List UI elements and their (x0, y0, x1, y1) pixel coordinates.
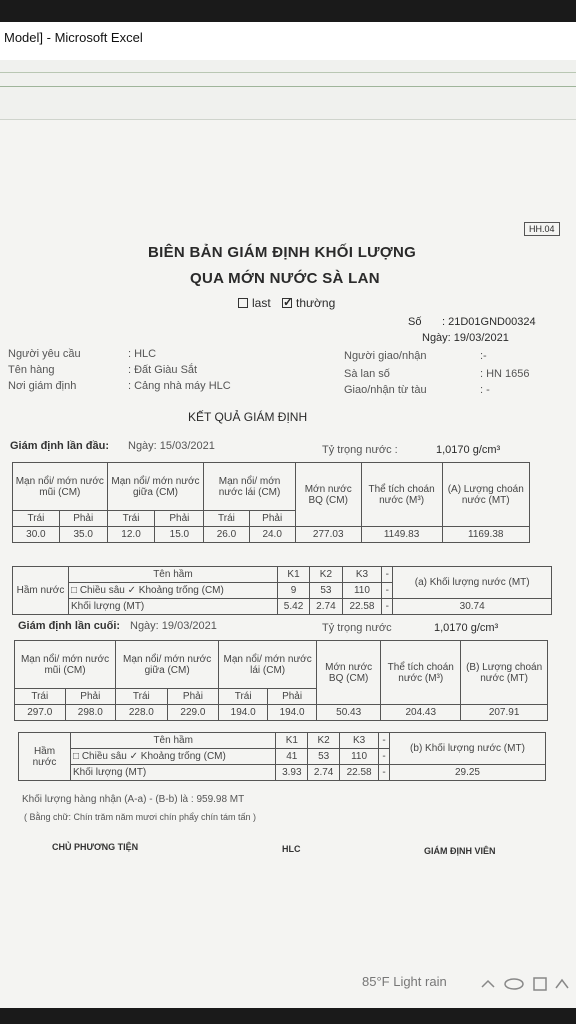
tank-cell[interactable]: - (382, 583, 393, 599)
value-cell[interactable]: 12.0 (107, 527, 155, 543)
value-ten-hang: : Đất Giàu Sắt (128, 364, 198, 376)
tank-row-label: □ Chiều sâu ✓ Khoảng trống (CM) (69, 583, 278, 599)
sub-header: Trái (116, 689, 168, 705)
chevron-up-icon (482, 981, 494, 987)
sub-header: Phải (167, 689, 219, 705)
tank-label: Hầm nước (19, 733, 71, 781)
so-value: : 21D01GND00324 (442, 316, 536, 328)
tank-cell[interactable]: 53 (310, 583, 342, 599)
header-cell: Mạn nổi/ mớn nước mũi (CM) (13, 463, 108, 511)
label-nguoi-giao-nhan: Người giao/nhận (344, 350, 427, 362)
taskbar (0, 962, 576, 1008)
header-cell: Mạn nổi/ mớn nước giữa (CM) (116, 641, 219, 689)
sub-header: Phải (268, 689, 317, 705)
last-density-value: 1,0170 g/cm³ (434, 622, 499, 634)
tank-cell[interactable]: 3.93 (276, 765, 308, 781)
value-noi-giam-dinh: : Cảng nhà máy HLC (128, 380, 231, 392)
value-cell[interactable]: 35.0 (59, 527, 107, 543)
tank-row-label: □ Chiều sâu ✓ Khoảng trống (CM) (71, 749, 276, 765)
last-date: Ngày: 19/03/2021 (130, 620, 217, 632)
checkbox-icon (238, 298, 248, 308)
tank-col-header: Tên hầm (71, 733, 276, 749)
signature-hlc: HLC (282, 844, 301, 854)
tank-cell[interactable]: 41 (276, 749, 308, 765)
header-cell: (B) Lượng choán nước (MT) (461, 641, 548, 705)
sub-header: Trái (107, 511, 155, 527)
value-cell[interactable]: 194.0 (268, 705, 317, 721)
form-code: HH.04 (524, 222, 560, 236)
tank-col-header: (a) Khối lượng nước (MT) (393, 567, 552, 599)
label-giao-nhan-tu-tau: Giao/nhận từ tàu (344, 384, 427, 396)
ribbon-area (0, 60, 576, 120)
tank-cell[interactable]: 2.74 (308, 765, 340, 781)
tray-icons[interactable] (480, 976, 570, 992)
value-nguoi-yeu-cau: : HLC (128, 348, 157, 360)
divider (0, 72, 576, 73)
tank-col-header: K2 (308, 733, 340, 749)
first-density-value: 1,0170 g/cm³ (436, 444, 501, 456)
display-icon (534, 978, 546, 990)
label-noi-giam-dinh: Nơi giám định (8, 380, 77, 392)
sub-header: Trái (15, 689, 66, 705)
tank-col-header: (b) Khối lượng nước (MT) (389, 733, 545, 765)
date: Ngày: 19/03/2021 (422, 332, 509, 344)
tank-col-header: K3 (342, 567, 382, 583)
first-draft-table (12, 462, 530, 543)
tank-col-header: K2 (310, 567, 342, 583)
cloud-icon (505, 979, 523, 989)
value-cell[interactable]: 228.0 (116, 705, 168, 721)
weather-status[interactable]: 85°F Light rain (362, 974, 447, 989)
value-cell[interactable]: 1169.38 (442, 527, 530, 543)
first-date: Ngày: 15/03/2021 (128, 440, 215, 452)
header-cell: Mạn nổi/ mớn nước giữa (CM) (107, 463, 204, 511)
sub-header: Phải (155, 511, 204, 527)
value-cell[interactable]: 15.0 (155, 527, 204, 543)
first-density-label: Tỷ trọng nước : (322, 444, 398, 456)
tank-cell[interactable]: - (379, 765, 390, 781)
divider (0, 86, 576, 87)
sub-header: Trái (204, 511, 249, 527)
option-last[interactable]: last (238, 296, 271, 310)
header-cell: Mạn nổi/ mớn nước lái (CM) (204, 463, 295, 511)
sub-header: Phải (249, 511, 295, 527)
last-draft-table (14, 640, 548, 721)
tank-cell[interactable]: 9 (277, 583, 309, 599)
value-giao-nhan-tu-tau: : - (480, 384, 490, 396)
summary-line: Khối lượng hàng nhận (A-a) - (B-b) là : 959.98 MT (22, 794, 245, 805)
header-cell: Mạn nổi/ mớn nước lái (CM) (219, 641, 317, 689)
value-cell[interactable]: 26.0 (204, 527, 249, 543)
value-nguoi-giao-nhan: :- (480, 350, 487, 362)
value-cell[interactable]: 1149.83 (361, 527, 442, 543)
tank-cell[interactable]: 53 (308, 749, 340, 765)
tank-col-header: K1 (276, 733, 308, 749)
value-cell[interactable]: 30.0 (13, 527, 60, 543)
value-cell[interactable]: 50.43 (317, 705, 381, 721)
signature-inspector: GIÁM ĐỊNH VIÊN (424, 846, 496, 856)
header-cell: Mạn nổi/ mớn nước mũi (CM) (15, 641, 116, 689)
last-density-label: Tỷ trọng nước (322, 622, 392, 634)
value-cell[interactable]: 277.03 (295, 527, 361, 543)
tank-cell[interactable]: 110 (342, 583, 382, 599)
tank-cell[interactable]: 5.42 (277, 599, 309, 615)
value-cell[interactable]: 204.43 (381, 705, 461, 721)
first-heading: Giám định lần đầu: (10, 440, 110, 452)
value-sa-lan-so: : HN 1656 (480, 368, 530, 380)
first-tank-table (12, 566, 552, 615)
option-thuong[interactable]: ✓ thường (282, 296, 335, 310)
tank-cell[interactable]: - (379, 749, 390, 765)
window-title: Model] - Microsoft Excel (4, 30, 143, 45)
screen (0, 22, 576, 1008)
checked-checkbox-icon (282, 298, 292, 308)
result-title: KẾT QUẢ GIÁM ĐỊNH (188, 410, 308, 424)
header-cell: Thể tích choán nước (M³) (361, 463, 442, 527)
header-cell: Mớn nước BQ (CM) (295, 463, 361, 527)
tank-cell[interactable]: 30.74 (393, 599, 552, 615)
signature-owner: CHỦ PHƯƠNG TIỆN (52, 842, 139, 852)
so-label: Số (408, 316, 422, 328)
tank-cell[interactable]: 22.58 (340, 765, 379, 781)
tank-col-header: K3 (340, 733, 379, 749)
form-title: BIÊN BẢN GIÁM ĐỊNH KHỐI LƯỢNG (148, 244, 417, 261)
value-cell[interactable]: 24.0 (249, 527, 295, 543)
tank-label: Hầm nước (13, 567, 69, 615)
worksheet[interactable] (0, 182, 576, 972)
sub-header: Phải (65, 689, 116, 705)
value-cell[interactable]: 229.0 (167, 705, 219, 721)
tank-cell[interactable]: - (382, 599, 393, 615)
sub-header: Phải (59, 511, 107, 527)
label-nguoi-yeu-cau: Người yêu cầu (8, 348, 81, 360)
value-cell[interactable]: 207.91 (461, 705, 548, 721)
summary-words: ( Bằng chữ: Chín trăm năm mươi chín phẩy chín tám tấn ) (24, 812, 257, 822)
last-tank-table (18, 732, 546, 781)
tank-row-label: Khối lượng (MT) (71, 765, 276, 781)
tank-cell[interactable]: 2.74 (310, 599, 342, 615)
header-cell: (A) Lượng choán nước (MT) (442, 463, 530, 527)
label-ten-hang: Tên hàng (8, 364, 55, 376)
tank-cell[interactable]: 29.25 (389, 765, 545, 781)
value-cell[interactable]: 297.0 (15, 705, 66, 721)
tank-col-header: Tên hầm (69, 567, 278, 583)
tank-col-header: K1 (277, 567, 309, 583)
tank-cell[interactable]: 22.58 (342, 599, 382, 615)
header-cell: Mớn nước BQ (CM) (317, 641, 381, 705)
value-cell[interactable]: 298.0 (65, 705, 116, 721)
tank-row-label: Khối lượng (MT) (69, 599, 278, 615)
value-cell[interactable]: 194.0 (219, 705, 268, 721)
tank-cell[interactable]: 110 (340, 749, 379, 765)
header-cell: Thể tích choán nước (M³) (381, 641, 461, 705)
network-icon (556, 980, 568, 988)
form-subtitle: QUA MỚN NƯỚC SÀ LAN (190, 270, 380, 287)
tank-col-header: - (379, 733, 390, 749)
window-titlebar[interactable] (0, 22, 576, 60)
last-heading: Giám định lần cuối: (18, 620, 121, 632)
sub-header: Trái (13, 511, 60, 527)
sub-header: Trái (219, 689, 268, 705)
tank-col-header: - (382, 567, 393, 583)
label-sa-lan-so: Sà lan số (344, 368, 390, 380)
